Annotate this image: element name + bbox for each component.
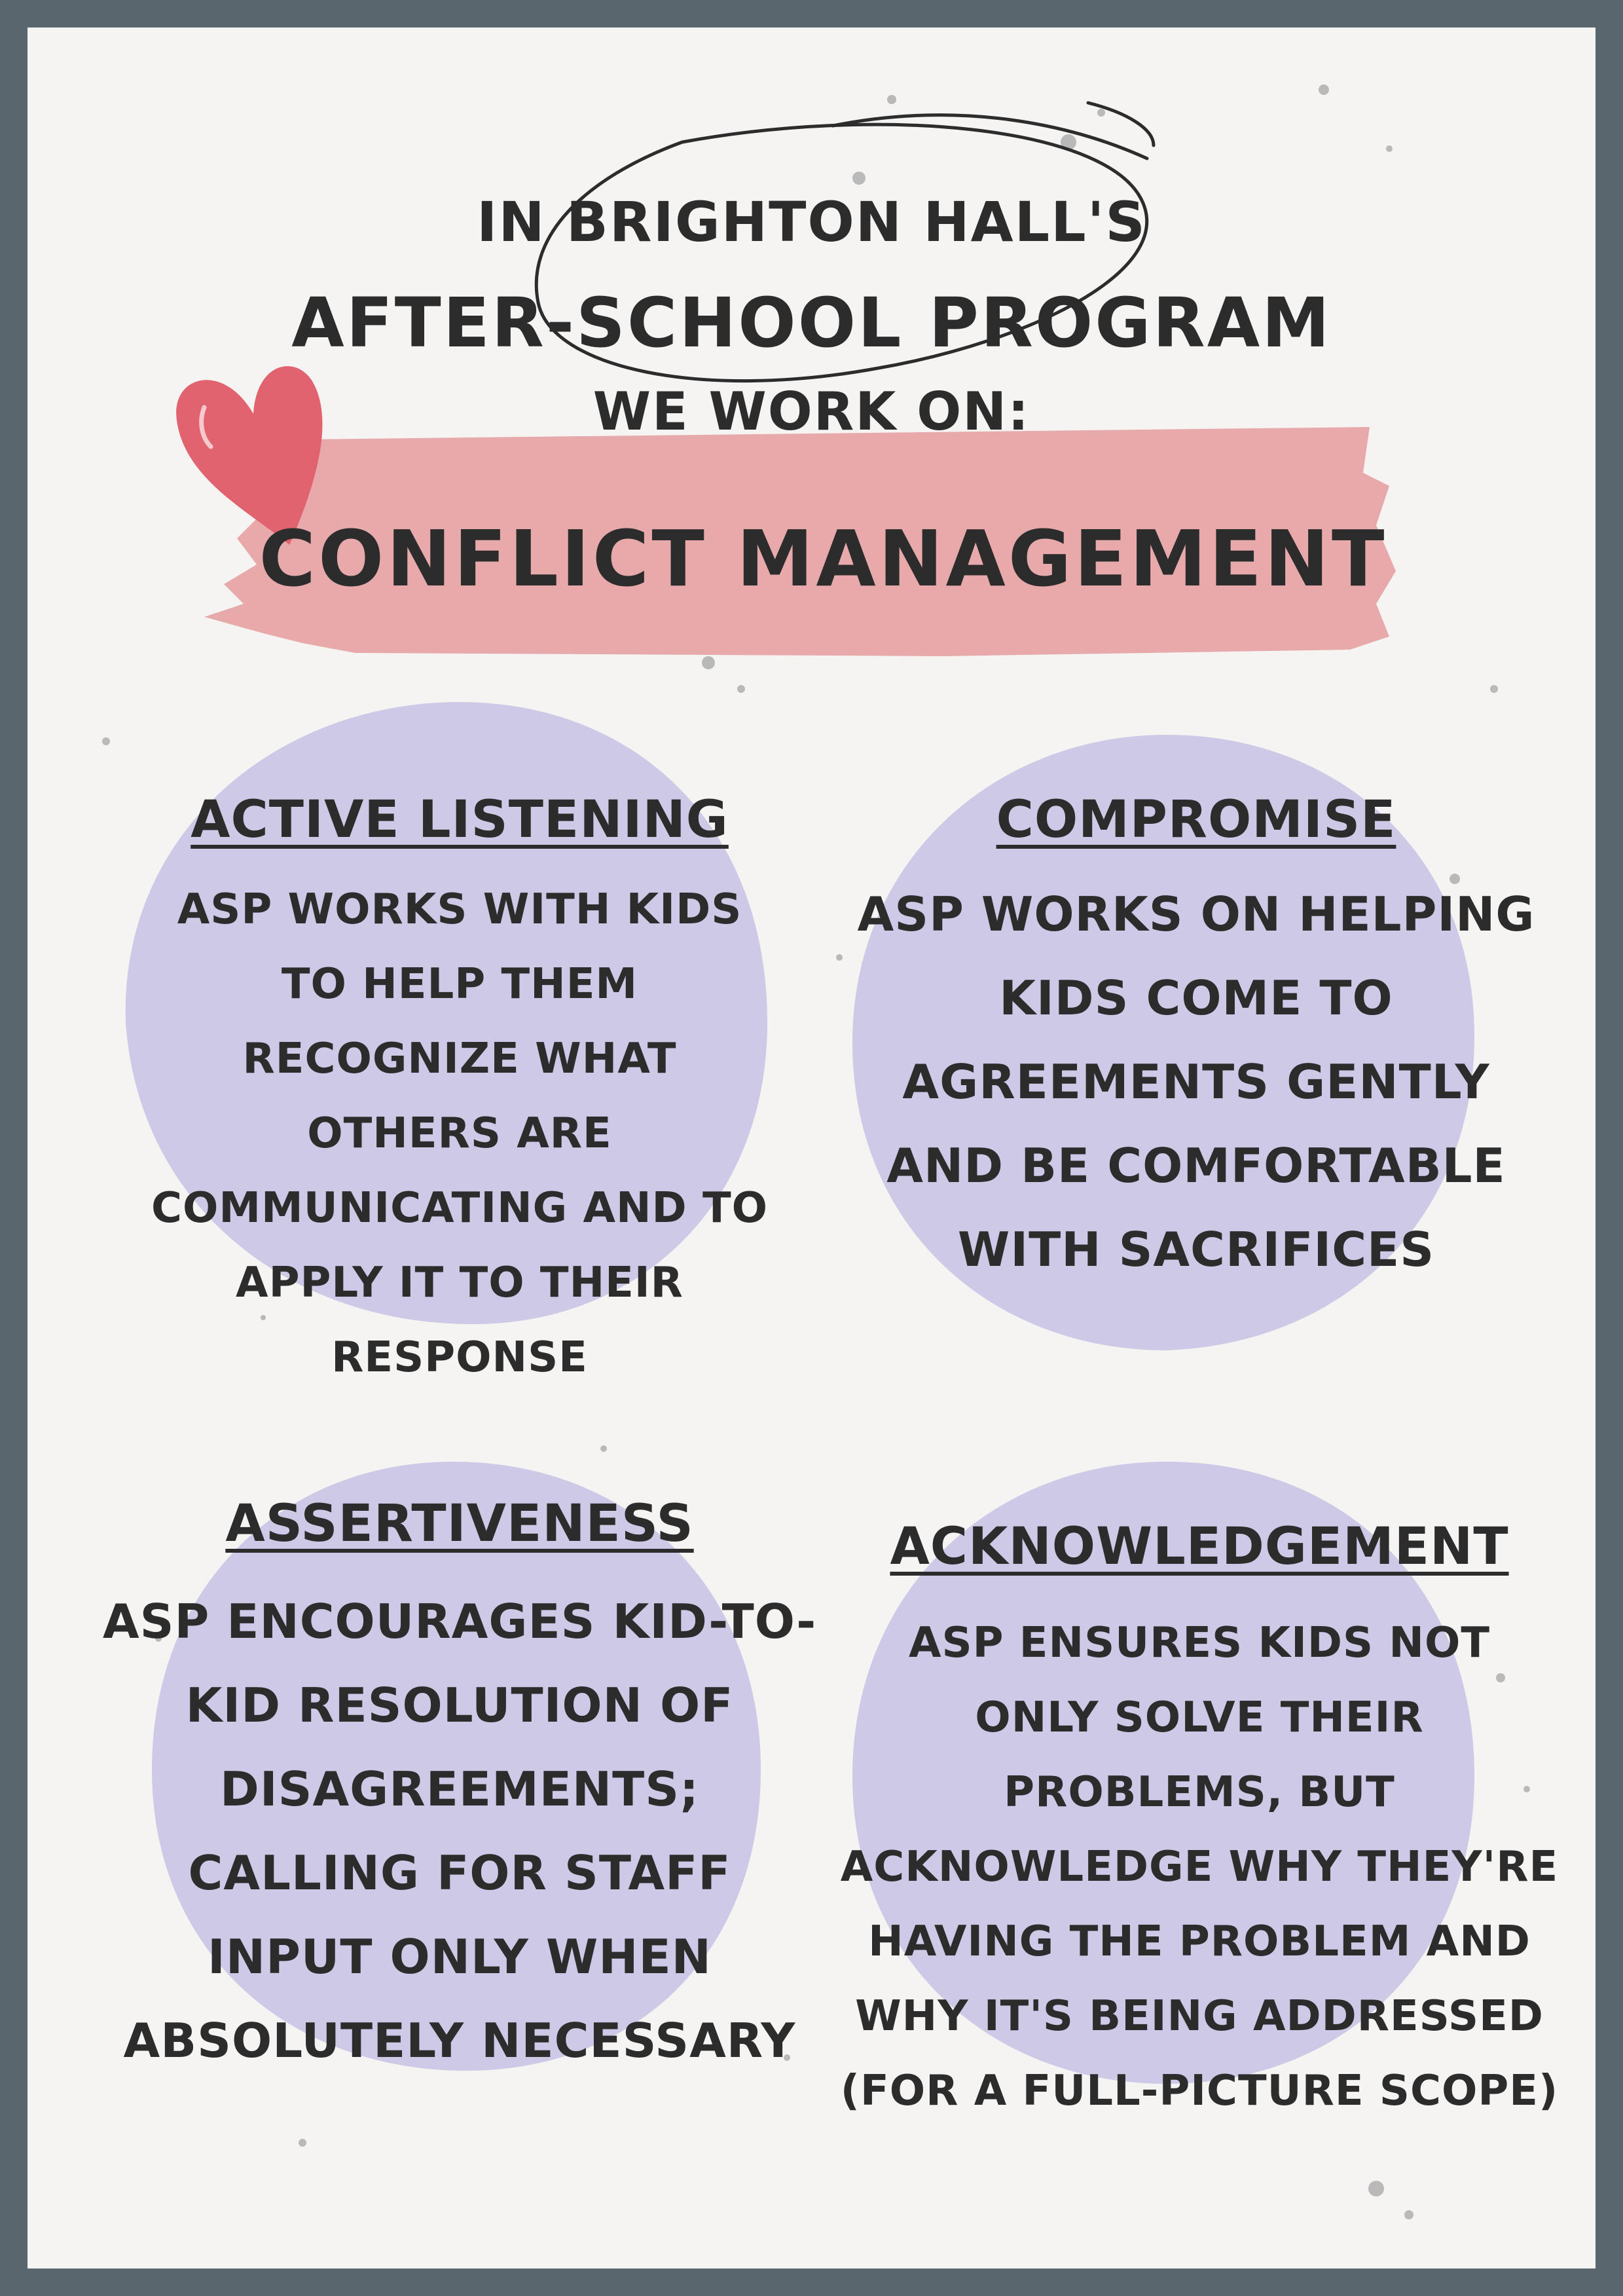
card-body-active-listening: ASP WORKS WITH KIDS TO HELP THEM RECOGNIZE WHAT OTHERS ARE COMMUNICATING AND TO APPLY IT TO THEIR RESPONSE [151, 885, 769, 1382]
card-title-assertiveness: ASSERTIVENESS [225, 1494, 694, 1553]
header-line-3: WE WORK ON: [593, 381, 1030, 442]
header-line-2: AFTER-SCHOOL PROGRAM [291, 283, 1332, 363]
banner-title: CONFLICT MANAGEMENT [259, 513, 1387, 604]
header-line-1: IN BRIGHTON HALL'S [477, 190, 1146, 254]
card-title-active-listening: ACTIVE LISTENING [191, 790, 729, 849]
card-body-assertiveness: ASP ENCOURAGES KID-TO-KID RESOLUTION OF DISAGREEMENTS; CALLING FOR STAFF INPUT ONLY WHEN ABSOLUTELY NECESSARY [102, 1594, 817, 2068]
card-title-acknowledgement: ACKNOWLEDGEMENT [890, 1517, 1509, 1576]
card-body-acknowledgement: ASP ENSURES KIDS NOT ONLY SOLVE THEIR PROBLEMS, BUT ACKNOWLEDGE WHY THEY'RE HAVING THE PROBLEM AND WHY IT'S BEING ADDRESSED (FOR A FULL-PICTURE SCOPE) [840, 1619, 1559, 2115]
poster [27, 28, 1596, 2268]
card-title-compromise: COMPROMISE [996, 790, 1396, 849]
card-body-compromise: ASP WORKS ON HELPING KIDS COME TO AGREEMENTS GENTLY AND BE COMFORTABLE WITH SACRIFICES [857, 887, 1535, 1277]
